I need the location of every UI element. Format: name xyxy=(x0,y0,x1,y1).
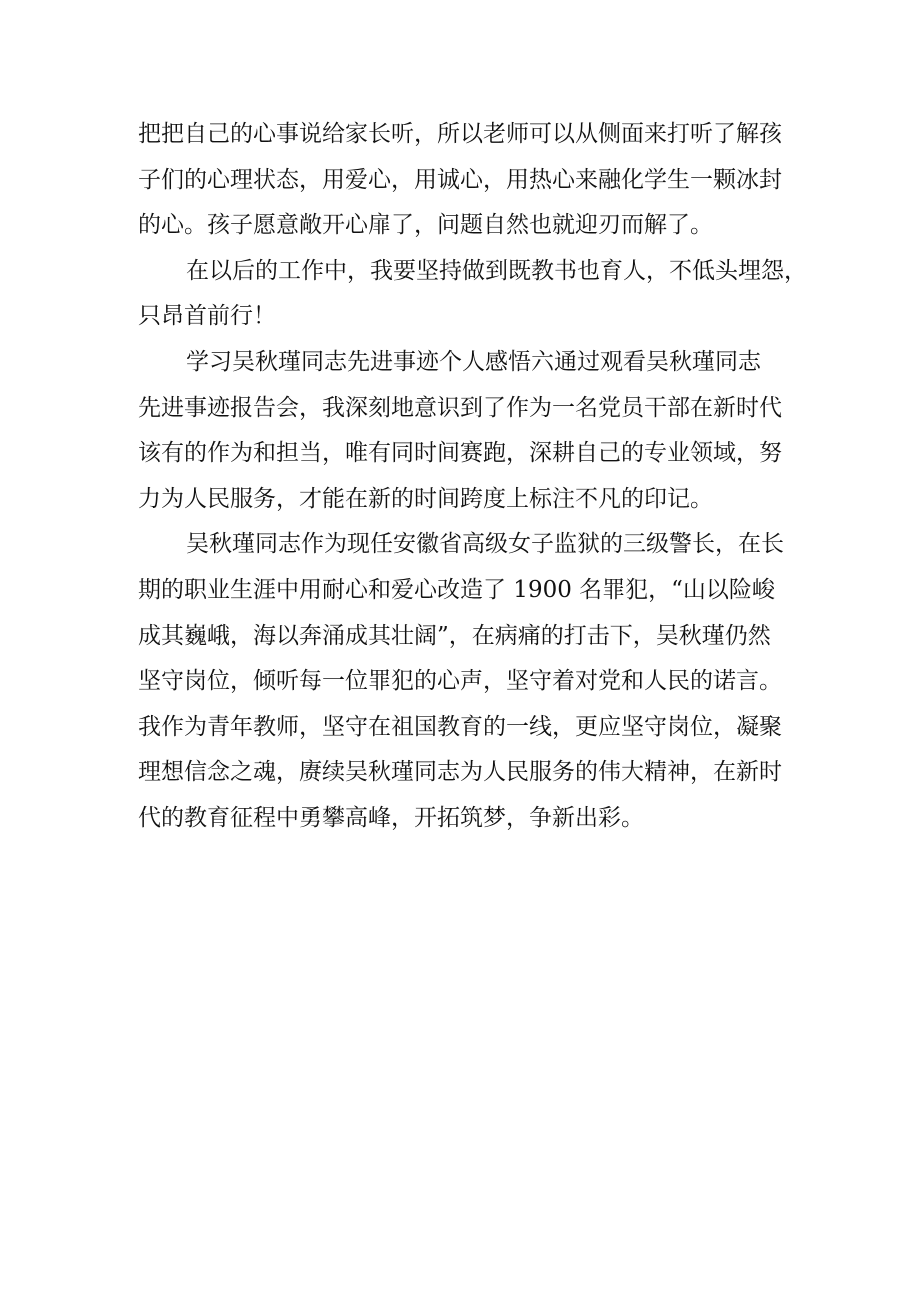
text-line: 只昂首前行！ xyxy=(138,303,276,330)
text-line: 坚守岗位，倾听每一位罪犯的心声，坚守着对党和人民的诺言。 xyxy=(138,668,782,695)
text-line: 学习吴秋瑾同志先进事迹个人感悟六通过观看吴秋瑾同志 xyxy=(186,348,761,375)
document-body xyxy=(138,112,807,842)
text-line: 子们的心理状态，用爱心，用诚心，用热心来融化学生一颗冰封 xyxy=(138,166,782,193)
text-line: 代的教育征程中勇攀高峰，开拓筑梦，争新出彩。 xyxy=(138,804,644,831)
text-line: 先进事迹报告会，我深刻地意识到了作为一名党员干部在新时代 xyxy=(138,394,782,421)
paragraph-2 xyxy=(138,249,807,340)
paragraph-3 xyxy=(138,340,788,522)
text-line: 在以后的工作中，我要坚持做到既教书也育人，不低头埋怨， xyxy=(186,257,807,284)
text-line: 力为人民服务，才能在新的时间跨度上标注不凡的印记。 xyxy=(138,485,713,512)
paragraph-1 xyxy=(138,112,788,249)
text-line: 期的职业生涯中用耐心和爱心改造了 1900 名罪犯，“山以险峻 xyxy=(138,576,775,603)
text-line: 该有的作为和担当，唯有同时间赛跑，深耕自己的专业领域，努 xyxy=(138,440,782,467)
text-line: 把把自己的心事说给家长听，所以老师可以从侧面来打听了解孩 xyxy=(138,121,782,147)
text-line: 我作为青年教师，坚守在祖国教育的一线，更应坚守岗位，凝聚 xyxy=(138,713,782,740)
text-line: 成其巍峨，海以奔涌成其壮阔”，在病痛的打击下，吴秋瑾仍然 xyxy=(138,622,771,649)
paragraph-4 xyxy=(138,522,788,841)
text-line: 理想信念之魂，赓续吴秋瑾同志为人民服务的伟大精神，在新时 xyxy=(138,759,782,786)
text-line: 吴秋瑾同志作为现任安徽省高级女子监狱的三级警长，在长 xyxy=(186,531,784,558)
text-line: 的心。孩子愿意敞开心扉了，问题自然也就迎刃而解了。 xyxy=(138,212,713,239)
